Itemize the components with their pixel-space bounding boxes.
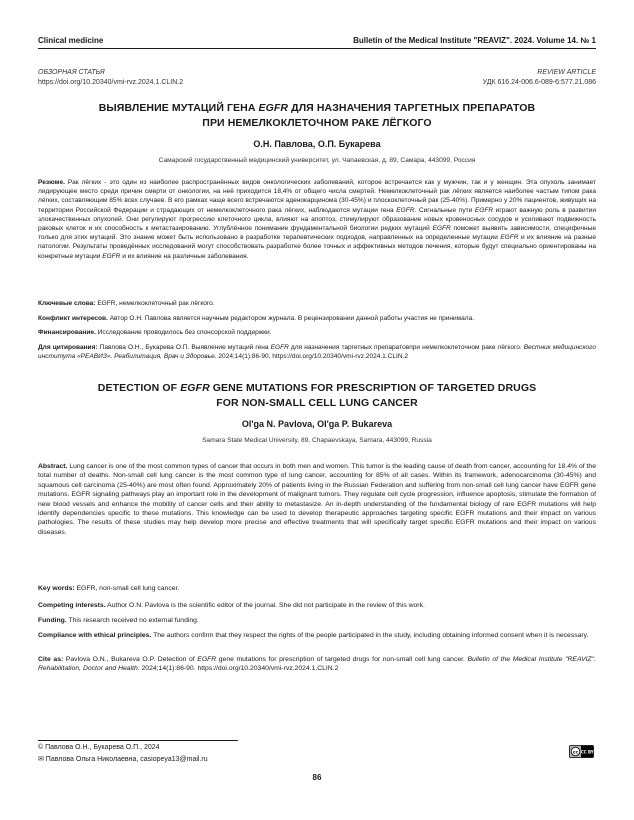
citation-en: Cite as: Pavlova O.N., Bukareva O.P. Detection of EGFR gene mutations for prescription of targeted drugs for non-small cell lung cancer. Bulletin of the Medical Institute "REAVIZ". Rehabilitation, Doctor and Health. 2024;14(1):86-90. https://doi.org/10.20340/vmi-rvz.2024.1.CLIN.2: [38, 656, 596, 673]
doi-link[interactable]: https://doi.org/10.20340/vmi-rvz.2024.1.CLIN.2: [38, 79, 184, 86]
title-en: DETECTION OF EGFR GENE MUTATIONS FOR PRESCRIPTION OF TARGETED DRUGS FOR NON-SMALL CELL LUNG CANCER: [97, 382, 537, 409]
gene-name: EGFR: [258, 102, 289, 114]
svg-text:cc: cc: [572, 750, 579, 756]
copyright: © Павлова О.Н., Букарева О.П., 2024: [38, 744, 160, 751]
keywords-ru: Ключевые слова: EGFR, немелкоклеточный рак лёгкого.: [38, 300, 215, 307]
abstract-ru: Резюме. Рак лёгких - это один из наиболее распространённых видов онкологических заболеваний, которое встречается как у мужчин, так и у женщин. Эта опухоль занимает лидирующее место среди причин смерти от онкологии, на неё приходится 18,4% от общего числа смертей. Немелкоклеточный рак лёгких является наиболее частым типом рака лёгких, составляющим 85% всех случаев. В его рамках чаще всего встречаются аденокарцинома (30-45%) и плоскоклеточный рак (25-40%). Примерно у 20% пациентов, живущих на территории Российской Федерации и страдающих от немелкоклеточного рака лёгких, наблюдаются мутации гена EGFR. Сигнальные пути EGFR играют важную роль в развитии злокачественных опухолей. Они регулируют прогрессию клеточного цикла, влияют на апоптоз, стимулируют образование новых кровеносных сосудов и усиливают подвижность раковых клеток и их способность к метастазированию. Углублённое понимание фундаментальной биологии редких мутаций EGFR поможет выявить зависимости, специфичные только для этих мутаций. Это знание может быть использовано в разработке терапевтических подходов, направленных на определенные мутации EGFR и их влияние на разные патологии. Результаты проведённых исследований могут способствовать разработке более точных и эффективных методов лечения, которые будут специально ориентированы на конкретные мутации EGFR и их влияние на различные заболевания.: [38, 179, 596, 260]
ethics-en: Compliance with ethical principles. The authors confirm that they respect the rights of the people participated in the study, including obtaining informed consent when it is necessary.: [38, 632, 589, 639]
article-type-en: REVIEW ARTICLE: [537, 69, 596, 76]
gene-name: EGFR: [180, 382, 210, 394]
affiliation-en: Samara State Medical University, 89, Chapaevskaya, Samara, 443099, Russia: [202, 437, 432, 444]
cc-by-license-icon: [569, 745, 594, 758]
citation-ru: Для цитирования: Павлова О.Н., Букарева О.П. Выявление мутаций гена EGFR для назначения таргетных препаратовпри немелкоклеточном раке лёгкого. Вестник медицинского института «РЕАВИЗ». Реабилитация, Врач и Здоровье. 2024;14(1):86-90. https://doi.org/10.20340/vmi-rvz.2024.1.CLIN.2: [38, 344, 596, 361]
article-type-ru: ОБЗОРНАЯ СТАТЬЯ: [38, 69, 105, 76]
journal-issue: Bulletin of the Medical Institute "REAVIZ". 2024. Volume 14. № 1: [353, 36, 596, 45]
footnote-rule: [38, 740, 238, 741]
conflict-ru: Конфликт интересов. Автор О.Н. Павлова является научным редактором журнала. В рецензировании данной работы участия не принимала.: [38, 315, 475, 322]
section-name: Clinical medicine: [38, 36, 104, 45]
udc-code: УДК 616.24-006.6-089-6:577.21.086: [482, 79, 596, 86]
abstract-en: Abstract. Lung cancer is one of the most common types of cancer that occurs in both men and women. This tumor is the leading cause of death from cancer, accounting for 18.4% of the total number of deaths. Non-small cell lung cancer is the most common type of lung cancer, accounting for 85% of all cases. Within its framework, adenocarcinoma (30-45%) and squamous cell carcinoma (25-40%) are most often found. Approximately 20% of patients living in the Russian Federation and suffering from non-small cell lung cancer have EGFR gene mutations. EGFR signaling pathways play an important role in the development of malignant tumors. They regulate cell cycle progression, influence apoptosis, stimulate the formation of new blood vessels and enhance the mobility of cancer cells and their ability to metastasize. An in-depth understanding of the fundamental biology of rare EGFR mutations will help identify dependencies specific to these mutations. This knowledge can be used to develop therapeutic approaches targeting specific EGFR mutations and their impact on various pathologies. The results of these studies may help develop more precise and effective treatments that will specifically target specific EGFR mutations and their impact on various diseases.: [38, 463, 596, 536]
keywords-en: Key words: EGFR, non-small cell lung cancer.: [38, 585, 180, 592]
header-rule: [38, 48, 596, 49]
funding-ru: Финансирование. Исследование проводилось без спонсорской поддержки.: [38, 329, 272, 336]
page-number: 86: [312, 773, 322, 782]
affiliation-ru: Самарский государственный медицинский университет, ул. Чапаевская, д. 89, Самара, 443099, Россия: [158, 157, 476, 164]
running-header: [38, 36, 596, 48]
corresponding-author: ✉ Павлова Ольга Николаевна, casiopeya13@mail.ru: [38, 756, 208, 763]
authors-en: Ol'ga N. Pavlova, Ol'ga P. Bukareva: [241, 419, 393, 429]
svg-text:CC BY: CC BY: [580, 749, 594, 755]
funding-en: Funding. This research received no external funding.: [38, 617, 199, 624]
conflict-en: Competing interests. Author O.N. Pavlova is the scientific editor of the journal. She did not participate in the review of this work.: [38, 602, 425, 609]
title-ru: ВЫЯВЛЕНИЕ МУТАЦИЙ ГЕНА EGFR ДЛЯ НАЗНАЧЕНИЯ ТАРГЕТНЫХ ПРЕПАРАТОВ ПРИ НЕМЕЛКОКЛЕТОЧНОМ РАКЕ ЛЁГКОГО: [98, 102, 536, 129]
authors-ru: О.Н. Павлова, О.П. Букарева: [253, 139, 381, 149]
